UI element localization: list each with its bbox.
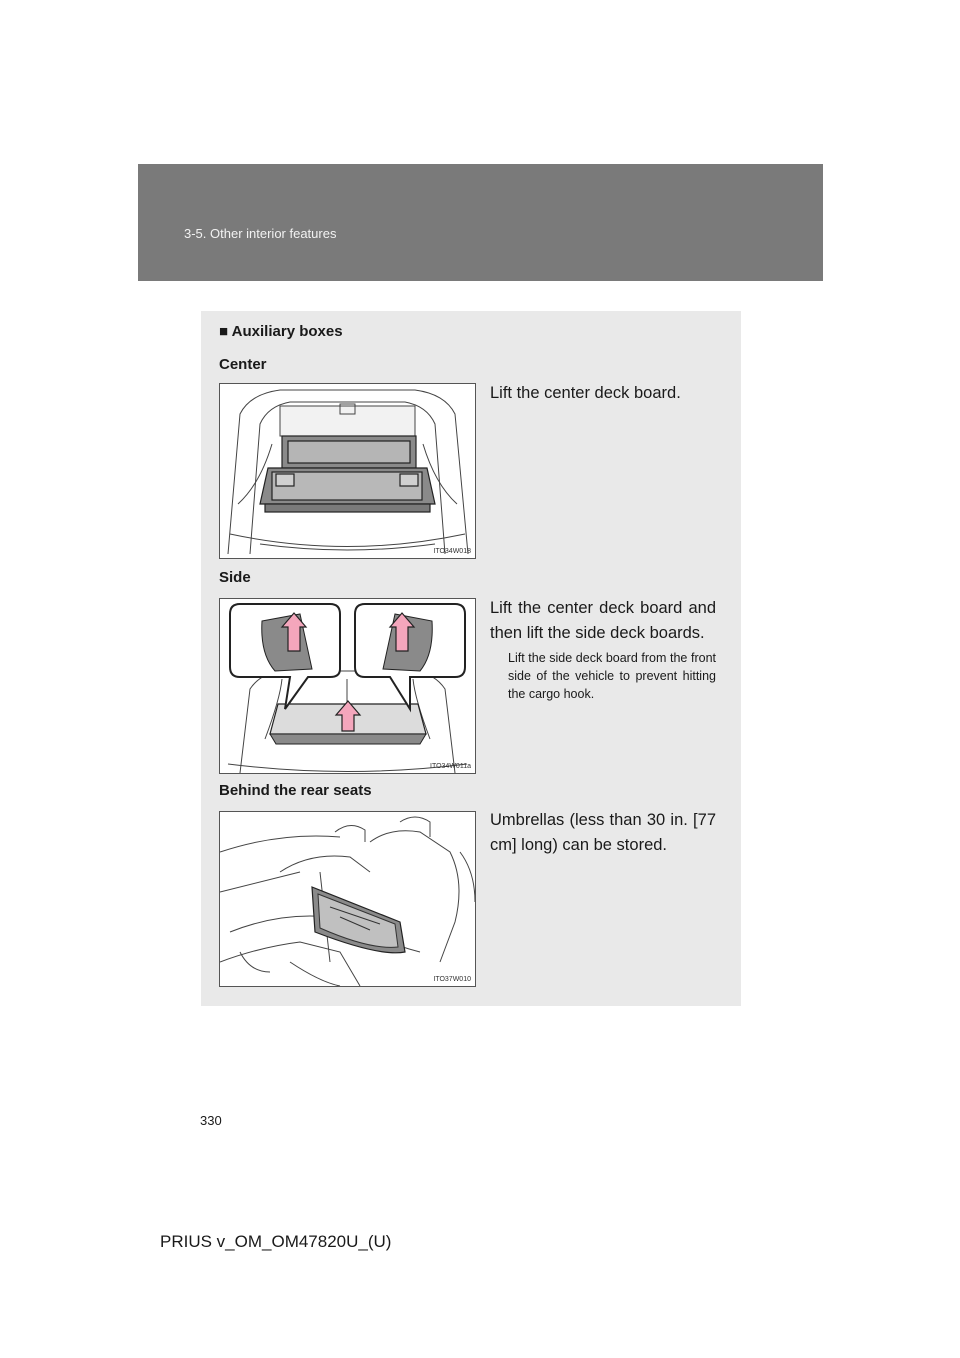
side-deck-illustration	[219, 598, 476, 774]
rear-seats-drawing	[220, 812, 475, 986]
center-deck-illustration	[219, 383, 476, 559]
content-panel	[201, 311, 741, 1006]
figure-code: ITO37W010	[433, 976, 471, 983]
rear-seats-label: Behind the rear seats	[219, 782, 372, 799]
side-deck-drawing	[220, 599, 475, 773]
document-footer: PRIUS v_OM_OM47820U_(U)	[160, 1232, 392, 1251]
figure-code: ITO34W011a	[430, 763, 471, 770]
rear-seats-instruction: Umbrellas (less than 30 in. [77 cm] long) can be stored.	[490, 811, 716, 854]
side-label: Side	[219, 569, 251, 586]
side-instruction: Lift the center deck board and then lift the side deck boards.	[490, 599, 716, 642]
rear-seats-illustration	[219, 811, 476, 987]
figure-code: ITO34W018	[433, 548, 471, 555]
section-heading: ■ Auxiliary boxes	[219, 323, 343, 340]
page-number: 330	[200, 1113, 222, 1128]
side-note: Lift the side deck board from the front side of the vehicle to prevent hitting the cargo hook.	[508, 651, 716, 701]
section-title: 3-5. Other interior features	[184, 226, 337, 241]
center-deck-drawing	[220, 384, 475, 558]
center-label: Center	[219, 356, 267, 373]
center-instruction: Lift the center deck board.	[490, 384, 681, 402]
chapter-header	[138, 164, 823, 281]
